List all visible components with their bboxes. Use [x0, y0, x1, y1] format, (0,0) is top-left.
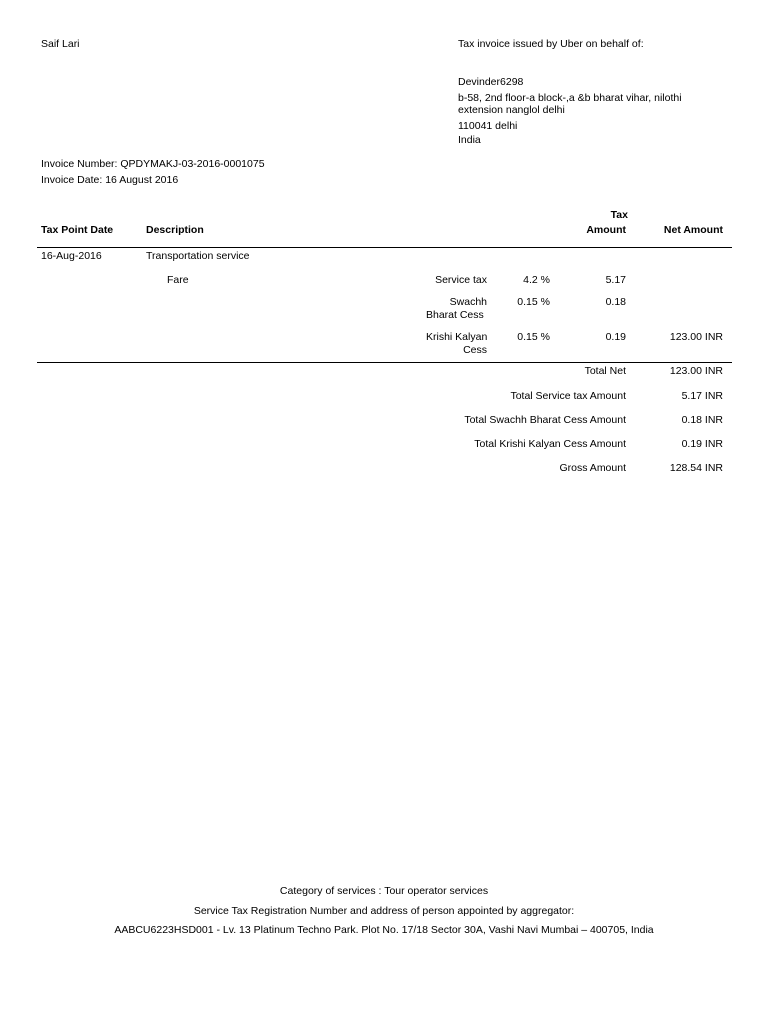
total-krishi-label: Total Krishi Kalyan Cess Amount [474, 438, 626, 450]
tax-amount-service: 5.17 [605, 274, 626, 286]
total-service-tax-value: 5.17 INR [681, 390, 723, 402]
tax-name-swachh-line1: Swachh [449, 296, 487, 308]
row-divider [37, 362, 732, 363]
tax-rate-swachh: 0.15 % [517, 296, 550, 308]
header-tax-point-date: Tax Point Date [41, 224, 114, 236]
invoice-number: Invoice Number: QPDYMAKJ-03-2016-0001075 [41, 158, 265, 170]
header-divider [37, 247, 732, 248]
invoice-date: Invoice Date: 16 August 2016 [41, 174, 179, 186]
row-date: 16-Aug-2016 [41, 250, 102, 262]
issuer-heading: Tax invoice issued by Uber on behalf of: [458, 38, 644, 50]
postal-city: 110041 delhi [458, 120, 518, 132]
row-net-amount: 123.00 INR [669, 331, 723, 343]
tax-name-krishi-line2: Cess [463, 344, 487, 356]
tax-amount-krishi: 0.19 [605, 331, 626, 343]
gross-amount-value: 128.54 INR [669, 462, 723, 474]
tax-name-krishi-line1: Krishi Kalyan [426, 331, 488, 343]
header-description: Description [146, 224, 204, 236]
address-line-1: b-58, 2nd floor-a block-,a &b bharat vihar, nilothi [458, 92, 682, 104]
header-tax-amount-line2: Amount [586, 224, 626, 236]
address-line-2: extension nanglol delhi [458, 104, 565, 116]
total-swachh-value: 0.18 INR [681, 414, 723, 426]
total-swachh-label: Total Swachh Bharat Cess Amount [464, 414, 626, 426]
tax-amount-swachh: 0.18 [605, 296, 626, 308]
footer-category: Category of services : Tour operator services [279, 885, 489, 897]
footer-registration-details: AABCU6223HSD001 - Lv. 13 Platinum Techno Park. Plot No. 17/18 Sector 30A, Vashi Navi Mumbai – 400705, India [114, 924, 654, 936]
row-description: Transportation service [146, 250, 250, 262]
tax-name-service: Service tax [435, 274, 487, 286]
total-net-value: 123.00 INR [669, 365, 723, 377]
header-tax-amount-line1: Tax [610, 209, 628, 221]
driver-id: Devinder6298 [458, 76, 524, 88]
gross-amount-label: Gross Amount [559, 462, 626, 474]
row-item: Fare [167, 274, 189, 286]
total-service-tax-label: Total Service tax Amount [510, 390, 626, 402]
total-krishi-value: 0.19 INR [681, 438, 723, 450]
country: India [458, 134, 481, 146]
header-net-amount: Net Amount [663, 224, 723, 236]
footer-registration-heading: Service Tax Registration Number and address of person appointed by aggregator: [193, 905, 575, 917]
total-net-label: Total Net [584, 365, 626, 377]
tax-name-swachh-line2: Bharat Cess [426, 309, 484, 321]
tax-rate-service: 4.2 % [523, 274, 550, 286]
customer-name: Saif Lari [41, 38, 80, 50]
tax-rate-krishi: 0.15 % [517, 331, 550, 343]
